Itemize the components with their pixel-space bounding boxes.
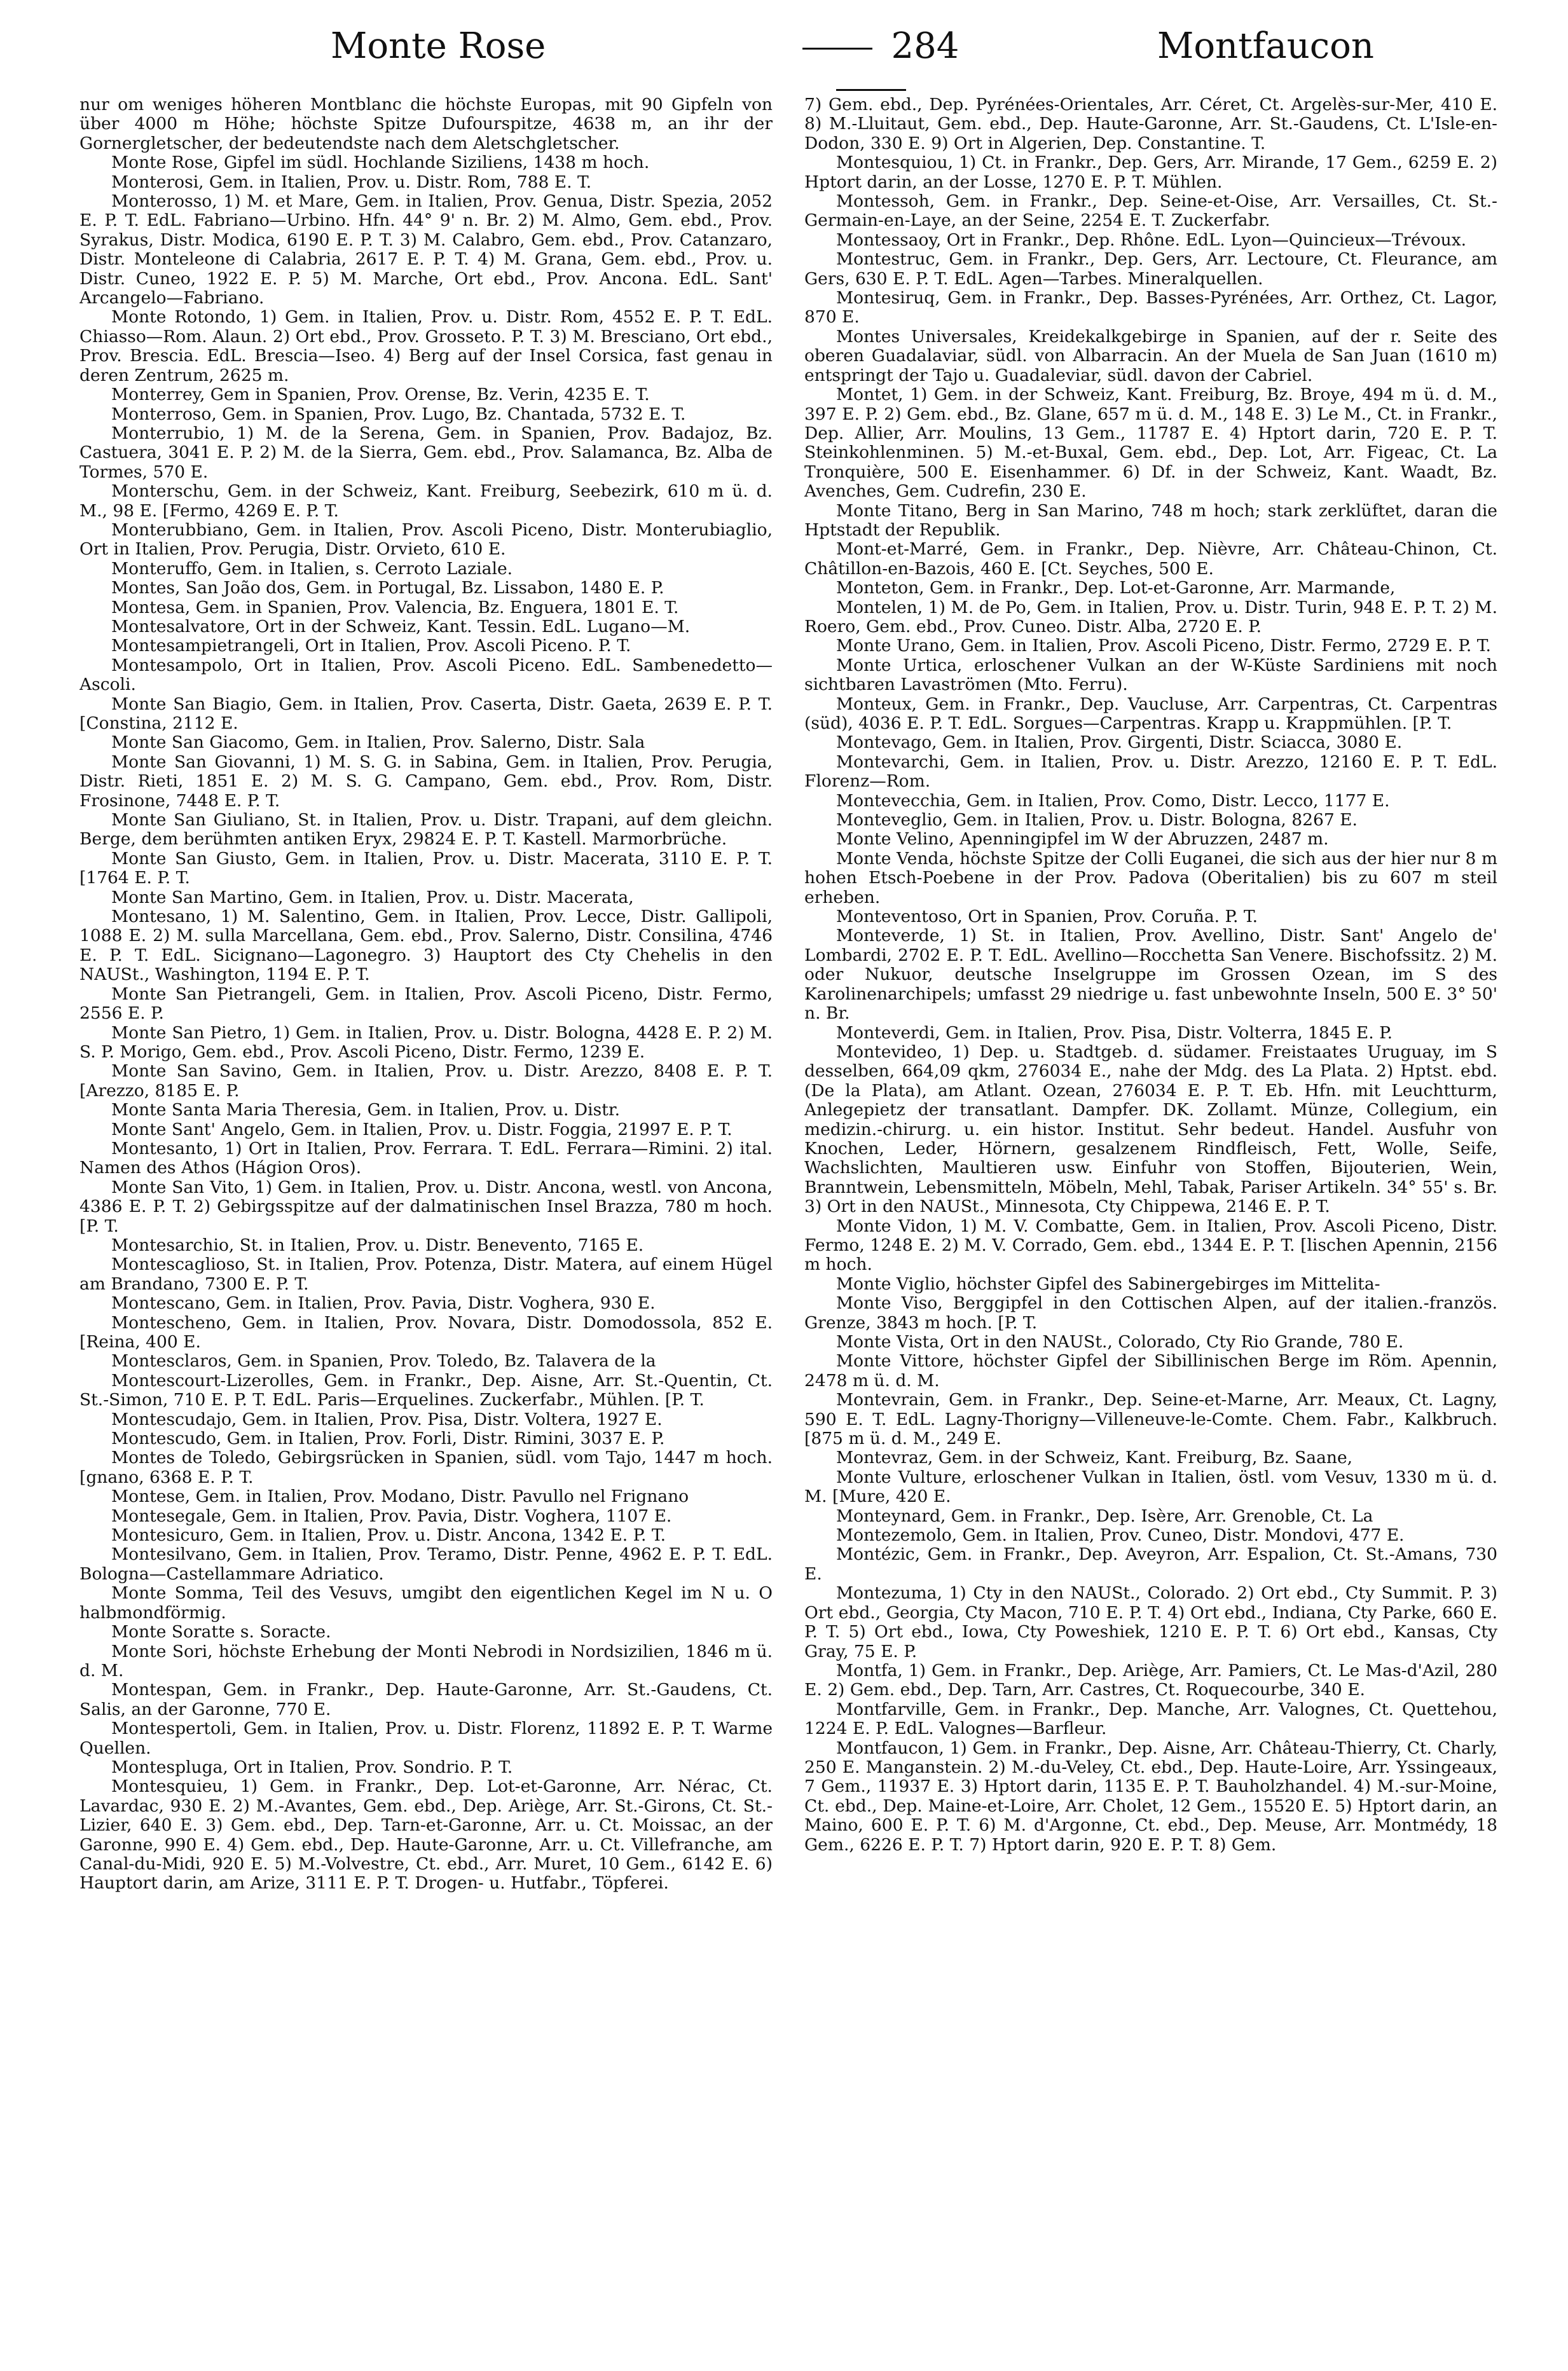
dictionary-entry: Monte Sori, höchste Erhebung der Monti Nebrodi in Nordsizilien, 1846 m ü. d. M. <box>79 1641 773 1680</box>
dictionary-entry: Monte Rose, Gipfel im südl. Hochlande Siziliens, 1438 m hoch. <box>111 153 650 173</box>
dictionary-entry: Monte Soratte s. Soracte. <box>111 1622 331 1642</box>
dictionary-entry: Monte Santa Maria Theresia, Gem. in Italien, Prov. u. Distr. <box>111 1100 621 1120</box>
dictionary-entry: Monte Viglio, höchster Gipfel des Sabinergebirges im Mittelita- <box>836 1274 1380 1294</box>
dictionary-entry: Monteverdi, Gem. in Italien, Prov. Pisa, Distr. Volterra, 1845 E. P. <box>836 1022 1393 1043</box>
dictionary-entry: Monte Viso, Berggipfel in den Cottischen Alpen, auf der italien.-französ. Grenze, 3843 m hoch. [P. T. <box>804 1293 1497 1333</box>
dictionary-entry: Montelen, 1) M. de Po, Gem. in Italien, Prov. u. Distr. Turin, 948 E. P. T. 2) M. Roero, Gem. ebd., Prov. Cuneo. Distr. Alba, 2720 E. P. <box>804 597 1497 636</box>
dictionary-entry: Monteton, Gem. in Frankr., Dep. Lot-et-Garonne, Arr. Marmande, <box>836 578 1396 598</box>
dictionary-entry: Montescano, Gem. in Italien, Prov. Pavia, Distr. Voghera, 930 E. <box>111 1293 656 1314</box>
dictionary-entry: Monte Vista, Ort in den NAUSt., Colorado, Cty Rio Grande, 780 E. <box>836 1332 1404 1352</box>
dictionary-entry: Montes Universales, Kreidekalkgebirge in Spanien, auf der r. Seite des oberen Guadalaviar, südl. von Albarracin. An der Muela de San Juan (1610 m) entspringt der Tajo u. Guadaleviar, südl. davon der Cabriel. <box>804 326 1497 385</box>
dictionary-entry: Monte Somma, Teil des Vesuvs, umgibt den eigentlichen Kegel im N u. O halbmondförmig. <box>79 1583 773 1623</box>
dictionary-entry: Monte San Giovanni, 1) M. S. G. in Sabina, Gem. in Italien, Prov. Perugia, Distr. Rieti, 1851 E. 2) M. S. G. Campano, Gem. ebd., Prov. Rom, Distr. Frosinone, 7448 E. P. T. <box>79 752 773 811</box>
dictionary-entry: Montesarchio, St. in Italien, Prov. u. Distr. Benevento, 7165 E. <box>111 1235 644 1255</box>
dictionary-entry: Monte San Pietro, 1) Gem. in Italien, Prov. u. Distr. Bologna, 4428 E. P. 2) M. S. P. Morigo, Gem. ebd., Prov. Ascoli Piceno, Distr. Fermo, 1239 E. <box>79 1022 773 1062</box>
dictionary-entry: Montes de Toledo, Gebirgsrücken in Spanien, südl. vom Tajo, 1447 m hoch. [gnano, 6368 E. P. T. <box>79 1448 773 1487</box>
dictionary-entry: Montfa, 1) Gem. in Frankr., Dep. Ariège, Arr. Pamiers, Ct. Le Mas-d'Azil, 280 E. 2) Gem. ebd., Dep. Tarn, Arr. Castres, Ct. Roquecourbe, 340 E. <box>804 1660 1497 1700</box>
dictionary-entry: Monte San Pietrangeli, Gem. in Italien, Prov. Ascoli Piceno, Distr. Fermo, 2556 E. P. <box>79 984 773 1024</box>
dictionary-entry: Monteruffo, Gem. in Italien, s. Cerroto Laziale. <box>111 558 513 579</box>
dictionary-entry: Monte San Biagio, Gem. in Italien, Prov. Caserta, Distr. Gaeta, 2639 E. P. T. [Constina, 2112 E. <box>79 694 773 733</box>
dictionary-entry: Montesiruq, Gem. in Frankr., Dep. Basses-Pyrénées, Arr. Orthez, Ct. Lagor, 870 E. <box>804 288 1497 327</box>
dictionary-entry: Montescaglioso, St. in Italien, Prov. Potenza, Distr. Matera, auf einem Hügel am Brandano, 7300 E. P. T. <box>79 1254 773 1294</box>
dictionary-entry: Montesegale, Gem. in Italien, Prov. Pavia, Distr. Voghera, 1107 E. <box>111 1506 672 1526</box>
dictionary-entry: Montesano, 1) M. Salentino, Gem. in Italien, Prov. Lecce, Distr. Gallipoli, 1088 E. 2) M. sulla Marcellana, Gem. ebd., Prov. Salerno, Distr. Consilina, 4746 E. P. T. EdL. Sicignano—Lagonegro. 3) Hauptort des Cty Chehelis in den NAUSt., Washington, 1194 E. P. T. <box>79 907 773 985</box>
dictionary-entry: Montezuma, 1) Cty in den NAUSt., Colorado. 2) Ort ebd., Cty Summit. P. 3) Ort ebd., Georgia, Cty Macon, 710 E. P. T. 4) Ort ebd., Indiana, Cty Parke, 660 E. P. T. 5) Ort ebd., Iowa, Cty Poweshiek, 1210 E. P. T. 6) Ort ebd., Kansas, Cty Gray, 75 E. P. <box>804 1583 1497 1661</box>
dictionary-entry: Montézic, Gem. in Frankr., Dep. Aveyron, Arr. Espalion, Ct. St.-Amans, 730 E. <box>804 1544 1497 1584</box>
dictionary-entry: Monte Urtica, erloschener Vulkan an der W-Küste Sardiniens mit noch sichtbaren Lavaströmen (Mto. Ferru). <box>804 655 1497 695</box>
right-column <box>804 95 1497 2346</box>
dictionary-entry: Monterrey, Gem in Spanien, Prov. Orense, Bz. Verin, 4235 E. T. <box>111 385 650 405</box>
dictionary-entry: Montessaoy, Ort in Frankr., Dep. Rhône. EdL. Lyon—Quincieux—Trévoux. <box>836 230 1467 250</box>
dictionary-entry: Montescheno, Gem. in Italien, Prov. Novara, Distr. Domodossola, 852 E. [Reina, 400 E. <box>79 1312 773 1352</box>
dictionary-entry: Montespertoli, Gem. in Italien, Prov. u. Distr. Florenz, 11892 E. P. T. Warme Quellen. <box>79 1719 773 1758</box>
dictionary-entry: Monte Rotondo, 1) Gem. in Italien, Prov. u. Distr. Rom, 4552 E. P. T. EdL. Chiasso—Rom. Alaun. 2) Ort ebd., Prov. Grosseto. P. T. 3) M. Bresciano, Ort ebd., Prov. Brescia. EdL. Brescia—Iseo. 4) Berg auf der Insel Corsica, fast genau in deren Zentrum, 2625 m. <box>79 307 773 385</box>
dictionary-entry: Monterroso, Gem. in Spanien, Prov. Lugo, Bz. Chantada, 5732 E. T. <box>111 404 686 424</box>
dictionary-entry: Monteux, Gem. in Frankr., Dep. Vaucluse, Arr. Carpentras, Ct. Carpentras (süd), 4036 E. P. T. EdL. Sorgues—Carpentras. Krapp u. Krappmühlen. [P. T. <box>804 694 1497 733</box>
dictionary-entry: Monte Velino, Apenningipfel im W der Abruzzen, 2487 m. <box>836 829 1329 849</box>
dictionary-entry: Montesa, Gem. in Spanien, Prov. Valencia, Bz. Enguera, 1801 E. T. <box>111 597 679 617</box>
dictionary-entry: Monteynard, Gem. in Frankr., Dep. Isère, Arr. Grenoble, Ct. La <box>836 1506 1373 1526</box>
dictionary-entry: Monte San Martino, Gem. in Italien, Prov. u. Distr. Macerata, <box>111 887 634 907</box>
dictionary-entry: Montes, San João dos, Gem. in Portugal, Bz. Lissabon, 1480 E. P. <box>111 578 664 598</box>
dictionary-entry: Monterrubio, 1) M. de la Serena, Gem. in Spanien, Prov. Badajoz, Bz. Castuera, 3041 E. P. 2) M. de la Sierra, Gem. ebd., Prov. Salamanca, Bz. Alba de Tormes, 570 E. <box>79 423 773 482</box>
dictionary-entry: Montessoh, Gem. in Frankr., Dep. Seine-et-Oise, Arr. Versailles, Ct. St.-Germain-en-Laye, an der Seine, 2254 E. T. Zuckerfabr. <box>804 191 1497 231</box>
dictionary-entry: Montesquieu, 1) Gem. in Frankr., Dep. Lot-et-Garonne, Arr. Nérac, Ct. Lavardac, 930 E. 2) M.-Avantes, Gem. ebd., Dep. Ariège, Arr. St.-Girons, Ct. St.-Lizier, 640 E. 3) Gem. ebd., Dep. Tarn-et-Garonne, Arr. u. Ct. Moissac, an der Garonne, 990 E. 4) Gem. ebd., Dep. Haute-Garonne, Arr. u. Ct. Villefranche, am Canal-du-Midi, 920 E. 5) M.-Volvestre, Ct. ebd., Arr. Muret, 10 Gem., 6142 E. 6) Hauptort darin, am Arize, 3111 E. P. T. Drogen- u. Hutfabr., Töpferei. <box>79 1777 773 1893</box>
header-first-entry: Monte Rose <box>331 25 546 67</box>
dictionary-entry: Monterosi, Gem. in Italien, Prov. u. Distr. Rom, 788 E. T. <box>111 172 592 192</box>
page-number: 284 <box>891 25 959 67</box>
dictionary-entry: Montesanto, 1) Ort in Italien, Prov. Ferrara. T. EdL. Ferrara—Rimini. 2) ital. Namen des Athos (Hágion Oros). <box>79 1138 773 1178</box>
dictionary-entry: Monterosso, 1) M. et Mare, Gem. in Italien, Prov. Genua, Distr. Spezia, 2052 E. P. T. EdL. Fabriano—Urbino. Hfn. 44° 9' n. Br. 2) M. Almo, Gem. ebd., Prov. Syrakus, Distr. Modica, 6190 E. P. T. 3) M. Calabro, Gem. ebd., Prov. Catanzaro, Distr. Monteleone di Calabria, 2617 E. P. T. 4) M. Grana, Gem. ebd., Prov. u. Distr. Cuneo, 1922 E. P. 5) M. Marche, Ort ebd., Prov. Ancona. EdL. Sant' Arcangelo—Fabriano. <box>79 191 773 308</box>
dictionary-entry: nur om weniges höheren Montblanc die höchste Europas, mit 90 Gipfeln von über 4000 m Höhe; höchste Spitze Dufourspitze, 4638 m, an ihr der Gornergletscher, der bedeutendste nach dem Aletschgletscher. <box>79 95 773 153</box>
header-dash-right <box>836 89 906 91</box>
dictionary-entry: Monte Venda, höchste Spitze der Colli Euganei, die sich aus der hier nur 8 m hohen Etsch-Poebene in der Prov. Padova (Oberitalien) bis zu 607 m steil erheben. <box>804 848 1497 907</box>
dictionary-entry: Montesquiou, 1) Ct. in Frankr., Dep. Gers, Arr. Mirande, 17 Gem., 6259 E. 2) Hptort darin, an der Losse, 1270 E. P. T. Mühlen. <box>804 153 1497 192</box>
dictionary-entry: Montesicuro, Gem. in Italien, Prov. u. Distr. Ancona, 1342 E. P. T. <box>111 1525 666 1546</box>
dictionary-entry: Montesclaros, Gem. in Spanien, Prov. Toledo, Bz. Talavera de la <box>111 1351 656 1371</box>
dictionary-entry: Montevraz, Gem. in der Schweiz, Kant. Freiburg, Bz. Saane, <box>836 1448 1353 1468</box>
dictionary-entry: Montevarchi, Gem. in Italien, Prov. u. Distr. Arezzo, 12160 E. P. T. EdL. Florenz—Rom. <box>804 752 1497 792</box>
dictionary-entry: 7) Gem. ebd., Dep. Pyrénées-Orientales, Arr. Céret, Ct. Argelès-sur-Mer, 410 E. 8) M.-Lluitaut, Gem. ebd., Dep. Haute-Garonne, Arr. St.-Gaudens, Ct. L'Isle-en-Dodon, 330 E. 9) Ort in Algerien, Dep. Constantine. T. <box>804 95 1497 153</box>
dictionary-entry: Montevideo, 1) Dep. u. Stadtgeb. d. südamer. Freistaates Uruguay, im S desselben, 664,09 qkm, 276034 E., nahe der Mdg. des La Plata. 2) Hptst. ebd. (De la Plata), am Atlant. Ozean, 276034 E. P. T. Eb. Hfn. mit Leuchtturm, Anlegepietz der transatlant. Dampfer. DK. Zollamt. Münze, Collegium, ein medizin.-chirurg. u. ein histor. Institut. Sehr bedeut. Handel. Ausfuhr von Knochen, Leder, Hörnern, gesalzenem Rindfleisch, Fett, Wolle, Seife, Wachslichten, Maultieren usw. Einfuhr von Stoffen, Bijouterien, Wein, Branntwein, Lebensmitteln, Möbeln, Mehl, Tabak, Pariser Artikeln. 34° 55' s. Br. 3) Ort in den NAUSt., Minnesota, Cty Chippewa, 2146 E. P. T. <box>804 1041 1497 1217</box>
dictionary-entry: Montescourt-Lizerolles, Gem. in Frankr., Dep. Aisne, Arr. St.-Quentin, Ct. St.-Simon, 710 E. P. T. EdL. Paris—Erquelines. Zuckerfabr., Mühlen. [P. T. <box>79 1370 773 1410</box>
dictionary-entry: Montespluga, Ort in Italien, Prov. Sondrio. P. T. <box>111 1757 513 1777</box>
dictionary-entry: Montezemolo, Gem. in Italien, Prov. Cuneo, Distr. Mondovi, 477 E. <box>836 1525 1405 1546</box>
dictionary-entry: Monte Vidon, 1) M. V. Combatte, Gem. in Italien, Prov. Ascoli Piceno, Distr. Fermo, 1248 E. 2) M. V. Corrado, Gem. ebd., 1344 E. P. T. [lischen Apennin, 2156 m hoch. <box>804 1216 1497 1275</box>
dictionary-entry: Monteverde, 1) St. in Italien, Prov. Avellino, Distr. Sant' Angelo de' Lombardi, 2702 E. P. T. EdL. Avellino—Rocchetta San Venere. Bischofssitz. 2) M. oder Nukuor, deutsche Inselgruppe im Grossen Ozean, im S des Karolinenarchipels; umfasst 29 niedrige u. fast unbewohnte Inseln, 500 E. 3° 50' n. Br. <box>804 926 1497 1024</box>
dictionary-entry: Montesampolo, Ort in Italien, Prov. Ascoli Piceno. EdL. Sambenedetto—Ascoli. <box>79 655 773 695</box>
dictionary-entry: Monte Vulture, erloschener Vulkan in Italien, östl. vom Vesuv, 1330 m ü. d. M. [Mure, 420 E. <box>804 1467 1497 1507</box>
dictionary-entry: Monte San Giacomo, Gem. in Italien, Prov. Salerno, Distr. Sala <box>111 732 645 753</box>
left-column <box>79 95 773 2346</box>
dictionary-entry: Montestruc, Gem. in Frankr., Dep. Gers, Arr. Lectoure, Ct. Fleurance, am Gers, 630 E. P. T. EdL. Agen—Tarbes. Mineralquellen. <box>804 249 1497 289</box>
header-last-entry: Montfaucon <box>1157 25 1374 67</box>
dictionary-entry: Monte San Vito, 1) Gem. in Italien, Prov. u. Distr. Ancona, westl. von Ancona, 4386 E. P. T. 2) Gebirgsspitze auf der dalmatinischen Insel Brazza, 780 m hoch. [P. T. <box>79 1177 773 1236</box>
dictionary-entry: Montescudajo, Gem. in Italien, Prov. Pisa, Distr. Voltera, 1927 E. <box>111 1409 663 1429</box>
dictionary-entry: Montevago, Gem. in Italien, Prov. Girgenti, Distr. Sciacca, 3080 E. <box>836 732 1403 753</box>
dictionary-entry: Monteventoso, Ort in Spanien, Prov. Coruña. P. T. <box>836 907 1258 927</box>
dictionary-entry: Monte Titano, Berg in San Marino, 748 m hoch; stark zerklüftet, daran die Hptstadt der Republik. <box>804 500 1497 540</box>
dictionary-entry: Monte Urano, Gem. in Italien, Prov. Ascoli Piceno, Distr. Fermo, 2729 E. P. T. <box>836 636 1491 656</box>
dictionary-entry: Montespan, Gem. in Frankr., Dep. Haute-Garonne, Arr. St.-Gaudens, Ct. Salis, an der Garonne, 770 E. <box>79 1680 773 1719</box>
dictionary-entry: Montesilvano, Gem. in Italien, Prov. Teramo, Distr. Penne, 4962 E. P. T. EdL. Bologna—Castellammare Adriatico. <box>79 1544 773 1584</box>
dictionary-entry: Monteveglio, Gem. in Italien, Prov. u. Distr. Bologna, 8267 E. <box>836 810 1358 830</box>
dictionary-entry: Monte Sant' Angelo, Gem. in Italien, Prov. u. Distr. Foggia, 21997 E. P. T. <box>111 1119 732 1139</box>
dictionary-entry: Monte Vittore, höchster Gipfel der Sibillinischen Berge im Röm. Apennin, 2478 m ü. d. M. <box>804 1351 1497 1391</box>
page-header <box>76 25 1492 83</box>
dictionary-entry: Monterschu, Gem. in der Schweiz, Kant. Freiburg, Seebezirk, 610 m ü. d. M., 98 E. [Fermo, 4269 E. P. T. <box>79 481 773 521</box>
dictionary-entry: Mont-et-Marré, Gem. in Frankr., Dep. Nièvre, Arr. Château-Chinon, Ct. Châtillon-en-Bazois, 460 E. [Ct. Seyches, 500 E. <box>804 539 1497 579</box>
dictionary-entry: Montesalvatore, Ort in der Schweiz, Kant. Tessin. EdL. Lugano—M. <box>111 616 691 636</box>
dictionary-entry: Montescudo, Gem. in Italien, Prov. Forli, Distr. Rimini, 3037 E. P. <box>111 1429 665 1449</box>
dictionary-entry: Montese, Gem. in Italien, Prov. Modano, Distr. Pavullo nel Frignano <box>111 1487 689 1507</box>
dictionary-entry: Montevecchia, Gem. in Italien, Prov. Como, Distr. Lecco, 1177 E. <box>836 790 1390 811</box>
dictionary-entry: Montet, 1) Gem. in der Schweiz, Kant. Freiburg, Bz. Broye, 494 m ü. d. M., 397 E. P. 2) Gem. ebd., Bz. Glane, 657 m ü. d. M., 148 E. 3) Le M., Ct. in Frankr., Dep. Allier, Arr. Moulins, 13 Gem., 11787 E. 4) Hptort darin, 720 E. P. T. Steinkohlenminen. 5) M.-et-Buxal, Gem. ebd., Dep. Lot, Arr. Figeac, Ct. La Tronquière, 500 E. Eisenhammer. 6) Df. in der Schweiz, Kant. Waadt, Bz. Avenches, Gem. Cudrefin, 230 E. <box>804 385 1497 502</box>
dictionary-entry: Montevrain, Gem. in Frankr., Dep. Seine-et-Marne, Arr. Meaux, Ct. Lagny, 590 E. T. EdL. Lagny-Thorigny—Villeneuve-le-Comte. Chem. Fabr., Kalkbruch. [875 m ü. d. M., 249 E. <box>804 1390 1497 1449</box>
dictionary-entry: Monte San Giusto, Gem. in Italien, Prov. u. Distr. Macerata, 3110 E. P. T. [1764 E. P. T. <box>79 848 773 888</box>
dictionary-entry: Montfaucon, 1) Gem. in Frankr., Dep. Aisne, Arr. Château-Thierry, Ct. Charly, 250 E. Manganstein. 2) M.-du-Veley, Ct. ebd., Dep. Haute-Loire, Arr. Yssingeaux, 7 Gem., 11937 E. 3) Hptort darin, 1135 E. P. T. Bauholzhandel. 4) M.-sur-Moine, Ct. ebd., Dep. Maine-et-Loire, Arr. Cholet, 12 Gem., 15520 E. 5) Hptort darin, an Maino, 600 E. P. T. 6) M. d'Argonne, Ct. ebd., Dep. Meuse, Arr. Montmédy, 18 Gem., 6226 E. P. T. 7) Hptort darin, 920 E. P. T. 8) Gem. <box>804 1738 1497 1855</box>
dictionary-entry: Monterubbiano, Gem. in Italien, Prov. Ascoli Piceno, Distr. Monterubiaglio, Ort in Italien, Prov. Perugia, Distr. Orvieto, 610 E. <box>79 519 773 560</box>
dictionary-entry: Monte San Giuliano, St. in Italien, Prov. u. Distr. Trapani, auf dem gleichn. Berge, dem berühmten antiken Eryx, 29824 E. P. T. Kastell. Marmorbrüche. <box>79 810 773 849</box>
dictionary-entry: Montesampietrangeli, Ort in Italien, Prov. Ascoli Piceno. P. T. <box>111 636 631 656</box>
header-dash-left <box>802 48 872 50</box>
dictionary-entry: Monte San Savino, Gem. in Italien, Prov. u. Distr. Arezzo, 8408 E. P. T. [Arezzo, 8185 E. P. <box>79 1061 773 1101</box>
dictionary-entry: Montfarville, Gem. in Frankr., Dep. Manche, Arr. Valognes, Ct. Quettehou, 1224 E. P. EdL. Valognes—Barfleur. <box>804 1699 1497 1739</box>
